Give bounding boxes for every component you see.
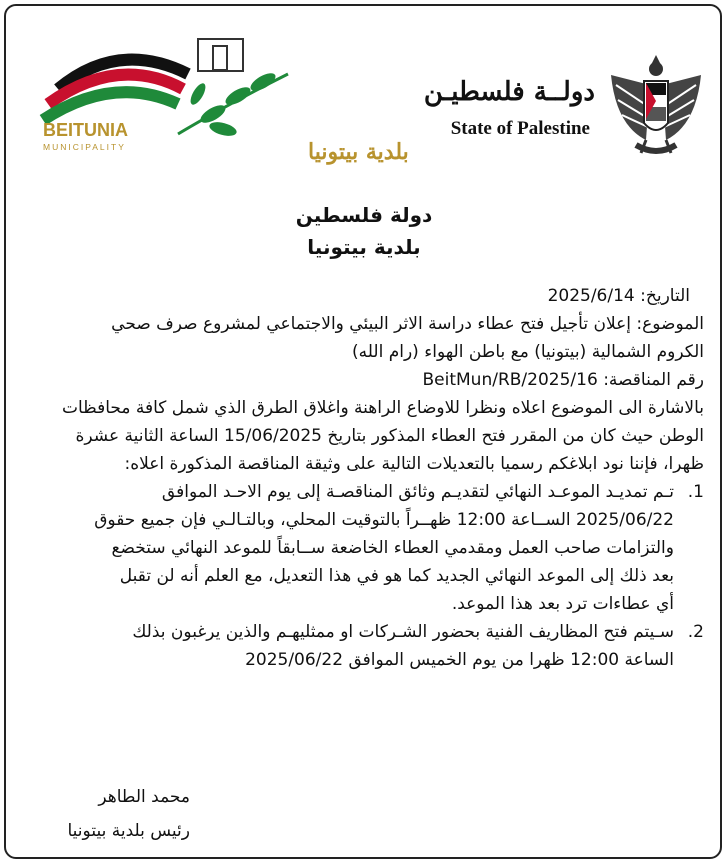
logo-building xyxy=(198,39,243,71)
item-1-line-5: أي عطاءات ترد بعد هذا الموعد. xyxy=(451,594,674,614)
letter-subject-line-1: الموضوع: إعلان تأجيل فتح عطاء دراسة الاثر البيئي والاجتماعي لمشروع صرف صحي xyxy=(111,314,704,334)
letter-body xyxy=(24,282,704,674)
logo-beitunia-text: BEITUNIA xyxy=(43,120,128,140)
state-name-english: State of Palestine xyxy=(450,118,590,139)
amendment-item-1 xyxy=(24,478,704,618)
state-name-arabic: دولــة فلسطيـن xyxy=(423,77,595,107)
letter-date: التاريخ: 2025/6/14 xyxy=(547,286,690,306)
logo-arabic-text: بلدية بيتونيا xyxy=(308,139,409,165)
letter-subject-line-2: الكروم الشمالية (بيتونيا) مع باطن الهواء (رام الله) xyxy=(352,342,704,362)
signature-block xyxy=(30,780,190,848)
item-1-line-3: والتزامات صاحب العمل ومقدمي العطاء الخاضعة ســابقاً للموعد النهائي ستخضع xyxy=(111,538,674,558)
item-2-line-2: الساعة 12:00 ظهرا من يوم الخميس الموافق 2025/06/22 xyxy=(245,650,674,670)
item-number: 1. xyxy=(687,482,704,502)
beitunia-municipality-logo xyxy=(38,34,409,165)
tender-label: رقم المناقصة: xyxy=(603,370,704,390)
item-1-line-4: بعد ذلك إلى الموعد النهائي الجديد كما هو في هذا التعديل، مع العلم أنه لن تقبل xyxy=(119,566,674,586)
item-1-line-1: تـم تمديـد الموعـد النهائي لتقديـم وثائق المناقصـة إلى يوم الاحـد الموافق xyxy=(161,482,674,502)
letter-titles xyxy=(0,200,728,264)
letter-intro-line-3: ظهرا، فإننا نود ابلاغكم رسميا بالتعديلات التالية على وثيقة المناقصة المذكورة اعلاه: xyxy=(124,454,704,474)
signatory-name: محمد الطاهر xyxy=(98,787,190,807)
letter-intro-line-1: بالاشارة الى الموضوع اعلاه ونظرا للاوضاع الراهنة واغلاق الطرق الذي شمل كافة محافظات xyxy=(61,398,704,418)
item-1-line-2: 2025/06/22 الســاعة 12:00 ظهــراً بالتوقيت المحلي، وبالتـالـي فإن جميع حقوق xyxy=(94,510,674,530)
signatory-title: رئيس بلدية بيتونيا xyxy=(67,821,190,841)
logo-municipality-text: MUNICIPALITY xyxy=(43,142,126,152)
tender-number-value: BeitMun/RB/2025/16 xyxy=(422,370,598,390)
state-of-palestine-block xyxy=(410,45,710,165)
item-number: 2. xyxy=(687,622,704,642)
letter-tender-number xyxy=(24,366,704,394)
item-2-line-1: سـيتم فتح المظاريف الفنية بحضور الشـركات او ممثليهـم والذين يرغبون بذلك xyxy=(132,622,674,642)
title-municipality: بلدية بيتونيا xyxy=(307,235,421,259)
letter-intro-line-2: الوطن حيث كان من المقرر فتح العطاء المذكور بتاريخ 15/06/2025 الساعة الثانية عشرة xyxy=(75,426,704,446)
title-state: دولة فلسطين xyxy=(295,203,433,227)
amendment-item-2 xyxy=(24,618,704,674)
letterhead xyxy=(0,0,728,175)
palestine-eagle-emblem-icon xyxy=(606,45,706,163)
